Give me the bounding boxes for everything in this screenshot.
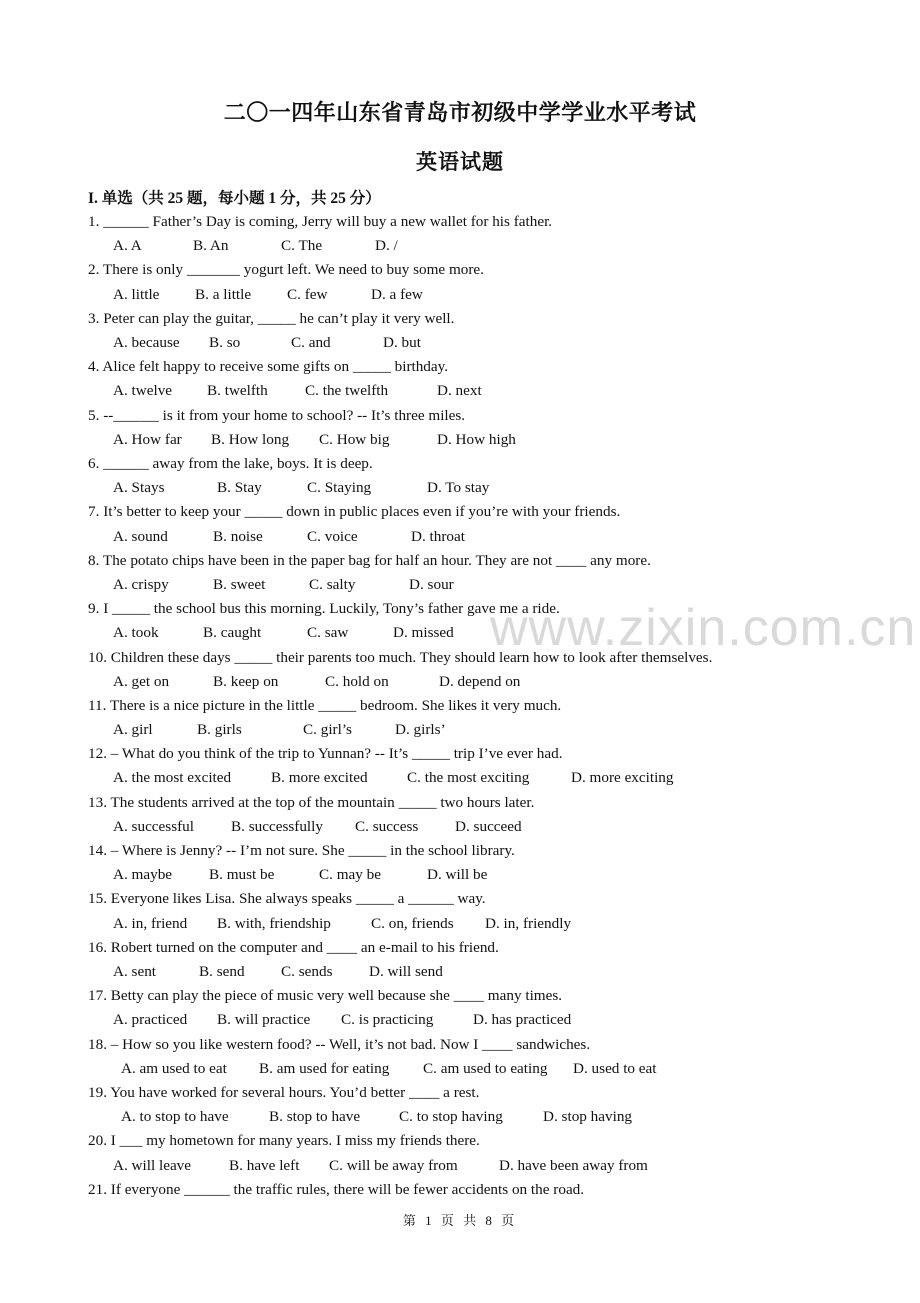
option-b: B. have left	[229, 1156, 300, 1174]
question-options	[88, 621, 888, 645]
option-a: A. girl	[113, 721, 153, 739]
option-c: C. on, friends	[371, 914, 454, 932]
question-4	[88, 355, 888, 403]
question-options	[88, 863, 888, 887]
option-a: A. practiced	[113, 1011, 188, 1029]
option-b: B. will practice	[217, 1011, 311, 1029]
option-c: C. the twelfth	[305, 382, 389, 400]
option-c: C. How big	[319, 430, 390, 448]
question-stem: 19. You have worked for several hours. You’d better ____ a rest.	[88, 1084, 480, 1102]
option-b: B. girls	[197, 721, 242, 739]
option-b: B. send	[199, 963, 245, 981]
question-13	[88, 791, 888, 839]
option-b: B. am used for eating	[259, 1059, 390, 1077]
question-12	[88, 742, 888, 790]
option-d: D. next	[437, 382, 482, 400]
watermark: www.zixin.com.cn	[490, 599, 917, 657]
question-16	[88, 936, 888, 984]
section-heading: I. 单选（共 25 题，每小题 1 分，共 25 分）	[88, 190, 381, 207]
option-c: C. saw	[307, 624, 349, 642]
option-c: C. The	[281, 237, 323, 255]
option-b: B. keep on	[213, 672, 279, 690]
option-a: A. to stop to have	[121, 1108, 229, 1126]
question-stem: 1. ______ Father’s Day is coming, Jerry will buy a new wallet for his father.	[88, 213, 553, 230]
option-a: A. am used to eat	[121, 1059, 227, 1077]
question-options	[88, 283, 888, 307]
option-d: D. have been away from	[499, 1156, 648, 1174]
option-c: C. am used to eating	[423, 1059, 548, 1077]
question-stem: 5. --______ is it from your home to school? -- It’s three miles.	[88, 406, 466, 424]
question-6	[88, 452, 888, 500]
option-d: D. a few	[371, 285, 423, 303]
question-options	[88, 379, 888, 403]
option-a: A. the most excited	[113, 769, 232, 787]
question-options	[88, 234, 888, 258]
option-d: D. stop having	[543, 1108, 633, 1126]
option-a: A. twelve	[113, 382, 173, 400]
option-c: C. will be away from	[329, 1156, 458, 1174]
question-stem: 10. Children these days _____ their parents too much. They should learn how to look after themselves.	[88, 648, 713, 666]
question-options	[88, 766, 888, 790]
option-b: B. twelfth	[207, 382, 268, 400]
option-d: D. sour	[409, 575, 454, 593]
option-b: B. caught	[203, 624, 262, 642]
option-d: D. throat	[411, 527, 465, 545]
option-a: A. Stays	[113, 479, 165, 497]
option-a: A. crispy	[113, 575, 169, 593]
option-a: A. sent	[113, 963, 157, 981]
question-stem: 8. The potato chips have been in the paper bag for half an hour. They are not ____ any more.	[88, 551, 651, 569]
question-stem: 9. I _____ the school bus this morning. Luckily, Tony’s father gave me a ride.	[88, 600, 560, 618]
question-8	[88, 549, 888, 597]
question-17	[88, 984, 888, 1032]
option-a: A. sound	[113, 527, 168, 545]
question-10	[88, 646, 888, 694]
option-a: A. took	[113, 624, 159, 642]
exam-subtitle: 英语试题	[416, 150, 504, 174]
option-b: B. How long	[211, 430, 290, 448]
option-d: D. How high	[437, 430, 516, 448]
question-options	[88, 573, 888, 597]
option-b: B. more excited	[271, 769, 368, 787]
option-d: D. girls’	[395, 721, 446, 739]
option-c: C. success	[355, 817, 419, 835]
option-c: C. the most exciting	[407, 769, 530, 787]
question-11	[88, 694, 888, 742]
option-d: D. To stay	[427, 479, 490, 497]
question-options	[88, 912, 888, 936]
option-b: B. must be	[209, 866, 275, 884]
question-options	[88, 428, 888, 452]
option-d: D. will be	[427, 866, 488, 884]
exam-title: 二〇一四年山东省青岛市初级中学学业水平考试	[223, 100, 697, 125]
question-stem: 17. Betty can play the piece of music very well because she ____ many times.	[88, 987, 563, 1005]
option-b: B. a little	[195, 285, 252, 303]
option-a: A. successful	[113, 817, 194, 835]
question-stem: 12. – What do you think of the trip to Yunnan? -- It’s _____ trip I’ve ever had.	[88, 745, 563, 763]
option-c: C. few	[287, 285, 328, 303]
option-b: B. with, friendship	[217, 914, 331, 932]
question-stem: 11. There is a nice picture in the little _____ bedroom. She likes it very much.	[88, 696, 562, 714]
option-a: A. will leave	[113, 1156, 192, 1174]
option-a: A. get on	[113, 672, 170, 690]
question-stem: 3. Peter can play the guitar, _____ he can’t play it very well.	[88, 309, 455, 327]
question-7	[88, 500, 888, 548]
question-stem: 18. – How so you like western food? -- Well, it’s not bad. Now I ____ sandwiches.	[88, 1035, 591, 1053]
question-options	[88, 1057, 888, 1081]
option-c: C. voice	[307, 527, 358, 545]
page-footer: 第 1 页 共 8 页	[402, 1213, 518, 1228]
option-d: D. missed	[393, 624, 454, 642]
option-b: B. so	[209, 333, 241, 351]
option-c: C. girl’s	[303, 721, 352, 739]
question-options	[88, 670, 888, 694]
question-stem: 21. If everyone ______ the traffic rules, there will be fewer accidents on the road.	[88, 1180, 585, 1198]
option-b: B. Stay	[217, 479, 262, 497]
option-b: B. successfully	[231, 817, 323, 835]
question-stem: 4. Alice felt happy to receive some gifts on _____ birthday.	[88, 358, 449, 376]
option-b: B. sweet	[213, 575, 266, 593]
option-d: D. more exciting	[571, 769, 674, 787]
question-options	[88, 718, 888, 742]
option-b: B. stop to have	[269, 1108, 361, 1126]
question-options	[88, 960, 888, 984]
question-stem: 15. Everyone likes Lisa. She always speaks _____ a ______ way.	[88, 890, 486, 908]
question-14	[88, 839, 888, 887]
option-d: D. /	[375, 237, 398, 255]
option-a: A. How far	[113, 430, 182, 448]
question-list	[88, 210, 917, 1226]
option-d: D. succeed	[455, 817, 522, 835]
option-c: C. may be	[319, 866, 382, 884]
question-18	[88, 1033, 888, 1081]
question-3	[88, 307, 888, 355]
option-d: D. has practiced	[473, 1011, 572, 1029]
question-1	[88, 210, 888, 258]
option-d: D. but	[383, 333, 421, 351]
option-c: C. Staying	[307, 479, 372, 497]
question-options	[88, 476, 888, 500]
option-c: C. sends	[281, 963, 333, 981]
question-5	[88, 404, 888, 452]
option-a: A. maybe	[113, 866, 173, 884]
option-c: C. salty	[309, 575, 356, 593]
option-c: C. is practicing	[341, 1011, 434, 1029]
question-options	[88, 1105, 888, 1129]
option-a: A. A	[113, 237, 142, 255]
option-c: C. hold on	[325, 672, 389, 690]
question-stem: 20. I ___ my hometown for many years. I miss my friends there.	[88, 1132, 480, 1150]
question-options	[88, 1154, 888, 1178]
option-d: D. used to eat	[573, 1059, 657, 1077]
question-options	[88, 331, 888, 355]
question-20	[88, 1129, 888, 1177]
question-9	[88, 597, 888, 645]
question-19	[88, 1081, 888, 1129]
question-options	[88, 525, 888, 549]
question-options	[88, 1008, 888, 1032]
question-stem: 7. It’s better to keep your _____ down in public places even if you’re with your friends.	[88, 503, 621, 521]
option-d: D. depend on	[439, 672, 521, 690]
option-d: D. in, friendly	[485, 914, 572, 932]
question-stem: 14. – Where is Jenny? -- I’m not sure. She _____ in the school library.	[88, 842, 515, 860]
question-15	[88, 887, 888, 935]
option-b: B. noise	[213, 527, 263, 545]
question-stem: 13. The students arrived at the top of the mountain _____ two hours later.	[88, 793, 535, 811]
option-a: A. little	[113, 285, 160, 303]
question-options	[88, 815, 888, 839]
option-c: C. and	[291, 333, 331, 351]
option-b: B. An	[193, 237, 229, 255]
option-c: C. to stop having	[399, 1108, 503, 1126]
question-stem: 2. There is only _______ yogurt left. We need to buy some more.	[88, 261, 484, 279]
question-stem: 6. ______ away from the lake, boys. It is deep.	[88, 454, 373, 472]
option-a: A. because	[113, 333, 180, 351]
question-stem: 16. Robert turned on the computer and ____ an e-mail to his friend.	[88, 938, 499, 956]
option-d: D. will send	[369, 963, 443, 981]
option-a: A. in, friend	[113, 914, 188, 932]
question-2	[88, 258, 888, 306]
